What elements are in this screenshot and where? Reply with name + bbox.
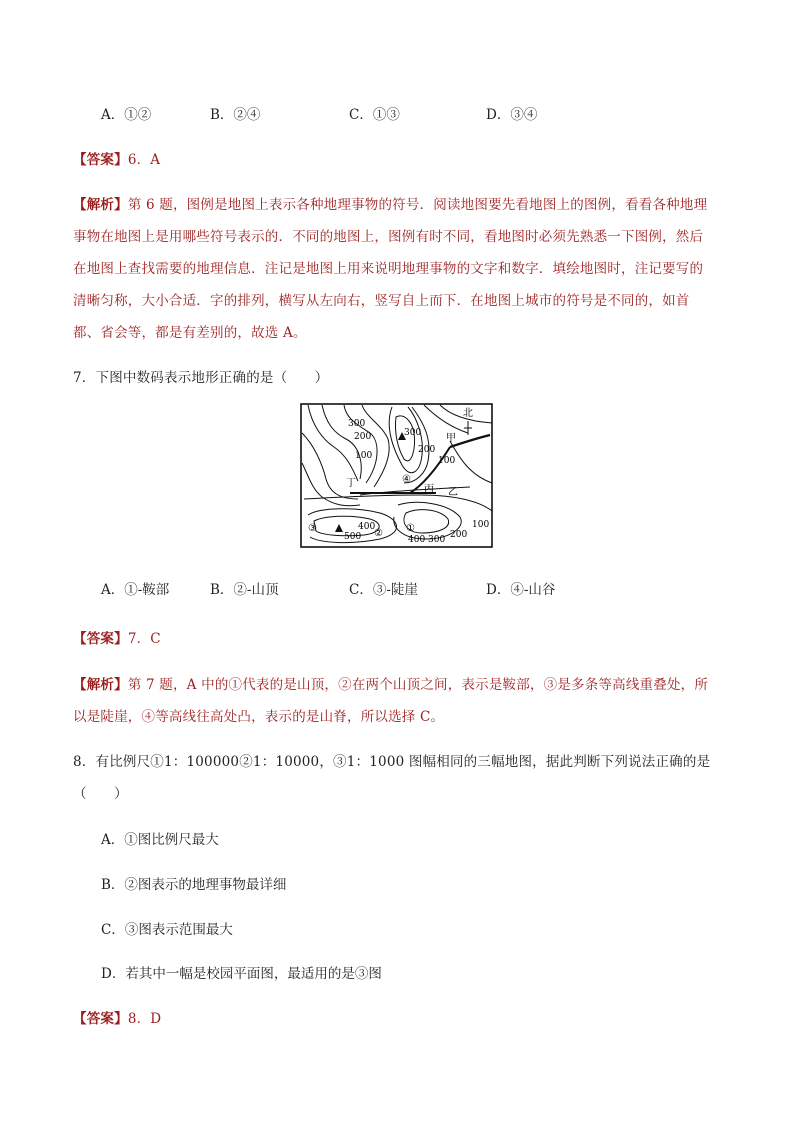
q7-answer — [73, 627, 723, 647]
q6-analysis-line-4: 清晰匀称，大小合适．字的排列，横写从左向右，竖写自上而下．在地图上城市的符号是不同的，如首 — [73, 293, 690, 309]
answer-text: 6．A — [127, 152, 161, 168]
q7-option-d: D．④-山谷 — [486, 582, 556, 598]
place-label-jia: 甲 — [446, 433, 456, 444]
place-label-yi: 乙 — [448, 487, 458, 498]
analysis-tag: 【解析】 — [73, 677, 128, 693]
q8-option-c: C．③图表示范围最大 — [101, 922, 233, 938]
contour-map — [300, 403, 493, 548]
marker-3: ③ — [308, 523, 317, 534]
q8-answer — [73, 1007, 723, 1027]
contour-label: 100 — [438, 456, 456, 466]
contour-label: 400 — [358, 522, 376, 532]
q7-analysis-line-2: 以是陡崖，④等高线往高处凸，表示的是山脊，所以选择 C。 — [73, 709, 445, 725]
contour-label: 200 — [418, 445, 436, 455]
q8-option-d: D．若其中一幅是校园平面图，最适用的是③图 — [101, 966, 382, 982]
marker-1: ① — [406, 523, 415, 534]
place-label-bing: 丙 — [424, 484, 434, 495]
q8-stem-line-2: （ ） — [73, 786, 128, 802]
contour-label: 400 — [408, 535, 426, 545]
q7-option-c: C．③-陡崖 — [349, 582, 418, 598]
answer-text: 8．D — [127, 1011, 162, 1027]
place-label-ding: 丁 — [346, 478, 356, 489]
analysis-tag: 【解析】 — [73, 197, 128, 213]
q7-analysis-line-1: 【解析】第 7 题，A 中的①代表的是山顶，②在两个山顶之间，表示是鞍部，③是多条等高线重叠处，所 — [73, 677, 709, 693]
q8-stem-line-1: 8．有比例尺①1：100000②1：10000，③1：1000 图幅相同的三幅地图，据此判断下列说法正确的是 — [73, 754, 711, 770]
q8-option-b: B．②图表示的地理事物最详细 — [101, 877, 287, 893]
q6-analysis-line-3: 在地图上查找需要的地理信息．注记是地图上用来说明地理事物的文字和数字．填绘地图时，注记要写的 — [73, 261, 704, 277]
q5-option-c: C．①③ — [349, 107, 400, 123]
answer-tag: 【答案】 — [73, 1011, 128, 1027]
q7-stem: 7．下图中数码表示地形正确的是（ ） — [73, 370, 329, 386]
q6-analysis-line-2: 事物在地图上是用哪些符号表示的．不同的地图上，图例有时不同，看地图时必须先熟悉一下图例，然后 — [73, 229, 704, 245]
q5-option-a: A．①② — [101, 107, 152, 123]
q7-option-a: A．①-鞍部 — [101, 582, 170, 598]
marker-2: ② — [374, 528, 383, 539]
contour-label: 300 — [348, 419, 366, 429]
contour-label: 200 — [354, 432, 372, 442]
answer-tag: 【答案】 — [73, 152, 128, 168]
contour-label: 200 — [450, 530, 468, 540]
q6-analysis-line-1: 【解析】第 6 题，图例是地图上表示各种地理事物的符号．阅读地图要先看地图上的图例，看看各种地理 — [73, 197, 708, 213]
contour-label: 100 — [355, 451, 373, 461]
q8-option-a: A．①图比例尺最大 — [101, 832, 219, 848]
q7-option-b: B．②-山顶 — [210, 582, 279, 598]
contour-label: 500 — [344, 532, 362, 542]
answer-text: 7．C — [127, 631, 161, 647]
q6-analysis-line-5: 都、省会等，都是有差别的，故选 A。 — [73, 325, 307, 341]
answer-tag: 【答案】 — [73, 631, 128, 647]
contour-label: 300 — [428, 535, 446, 545]
north-label: 北 — [463, 408, 473, 419]
q6-answer — [73, 148, 723, 168]
q5-option-d: D．③④ — [486, 107, 538, 123]
q5-option-b: B．②④ — [210, 107, 261, 123]
marker-4: ④ — [402, 474, 411, 485]
contour-label: 300 — [404, 428, 422, 438]
contour-label: 100 — [472, 520, 490, 530]
